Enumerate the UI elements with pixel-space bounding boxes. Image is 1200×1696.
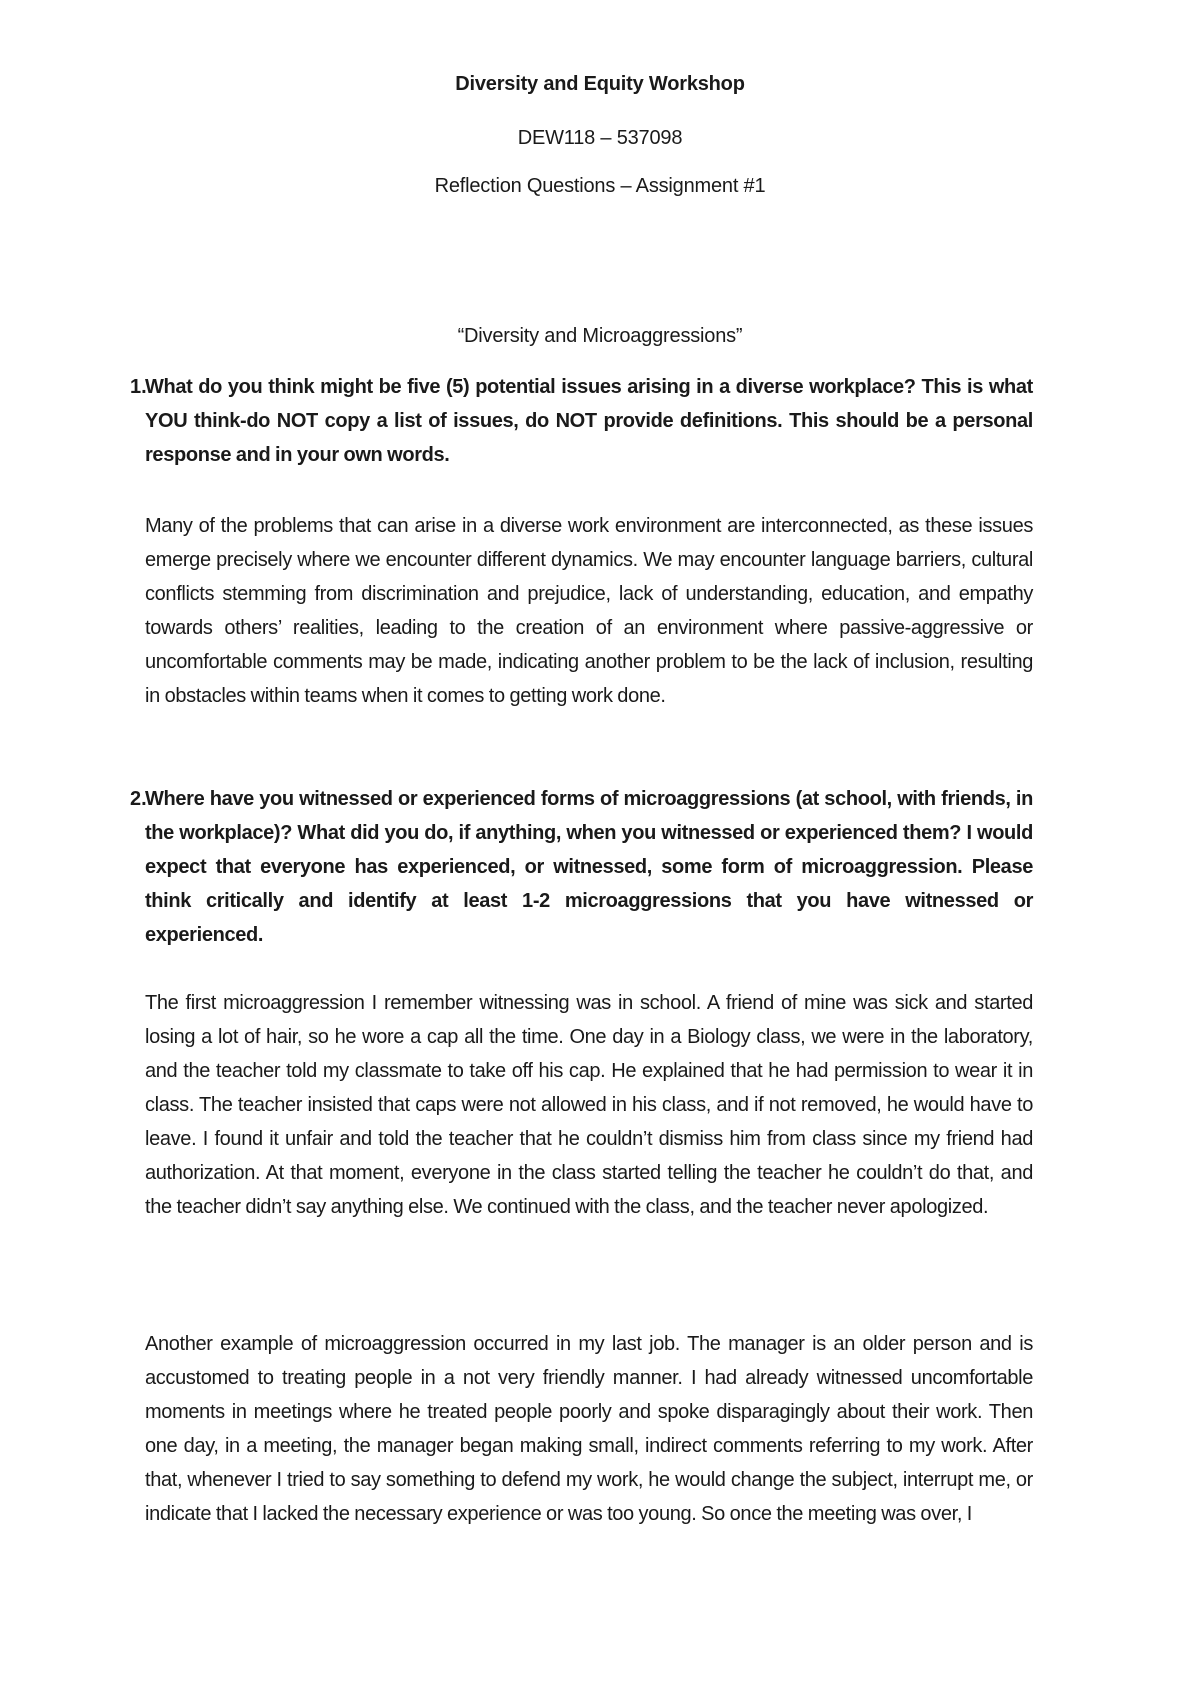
course-code: DEW118 – 537098: [517, 127, 683, 149]
answer-block: [145, 986, 1033, 1224]
question-number: 1.: [130, 376, 147, 398]
document-subtitle: Reflection Questions – Assignment #1: [434, 175, 766, 197]
question-prompt: Where have you witnessed or experienced forms of microaggressions (at school, with friends, in the workplace)? What did you do, if anything, when you witnessed or experienced them? I would expect that everyone has experienced, or witnessed, some form of microaggression. Please think critically and identify at least 1-2 microaggressions that you have witnessed or experienced.: [145, 788, 1033, 946]
answer-paragraph: The first microaggression I remember witnessing was in school. A friend of mine was sick and started losing a lot of hair, so he wore a cap all the time. One day in a Biology class, we were in the laboratory, and the teacher told my classmate to take off his cap. He explained that he had permission to wear it in class. The teacher insisted that caps were not allowed in his class, and if not removed, he would have to leave. I found it unfair and told the teacher that he couldn’t dismiss him from class since my friend had authorization. At that moment, everyone in the class started telling the teacher he couldn’t do that, and the teacher didn’t say anything else. We continued with the class, and the teacher never apologized.: [145, 992, 1033, 1218]
answer-paragraph: Many of the problems that can arise in a diverse work environment are interconnected, as these issues emerge precisely where we encounter different dynamics. We may encounter language barriers, cultural conflicts stemming from discrimination and prejudice, lack of understanding, education, and empathy towards others’ realities, leading to the creation of an environment where passive-aggressive or uncomfortable comments may be made, indicating another problem to be the lack of inclusion, resulting in obstacles within teams when it comes to getting work done.: [145, 515, 1033, 707]
document-title: Diversity and Equity Workshop: [455, 73, 745, 95]
question-number: 2.: [130, 788, 147, 810]
answer-block: [145, 509, 1033, 713]
answer-paragraph: Another example of microaggression occurred in my last job. The manager is an older person and is accustomed to treating people in a not very friendly manner. I had already witnessed uncomfortable moments in meetings where he treated people poorly and spoke disparagingly about their work. Then one day, in a meeting, the manager began making small, indirect comments referring to my work. After that, whenever I tried to say something to defend my work, he would change the subject, interrupt me, or indicate that I lacked the necessary experience or was too young. So once the meeting was over, I: [145, 1333, 1033, 1525]
answer-block: [145, 1327, 1033, 1531]
question-prompt: What do you think might be five (5) potential issues arising in a diverse workplace? This is what YOU think-do NOT copy a list of issues, do NOT provide definitions. This should be a personal response and in your own words.: [145, 376, 1033, 466]
section-title: “Diversity and Microaggressions”: [457, 325, 743, 347]
